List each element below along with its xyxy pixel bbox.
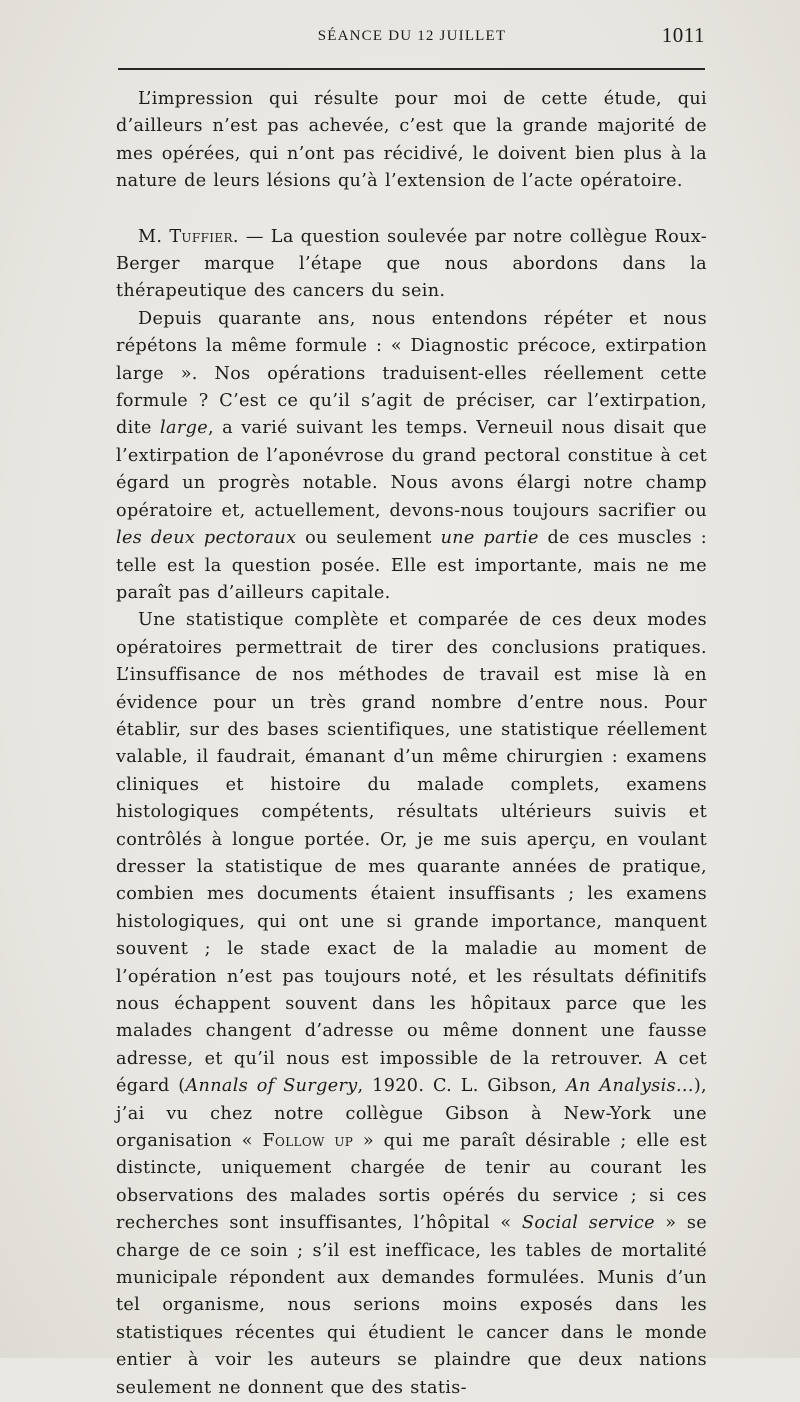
text-segment: ), j’ai vu chez notre collègue Gibson à New-York une organisation « [116,1076,707,1152]
page-number: 1011 [661,23,705,47]
paragraph-conclusion [116,86,707,196]
body-text [116,86,707,1402]
italic-term: une partie [440,528,539,549]
italic-term: les deux pectoraux [116,528,297,549]
article-title: An Analysis... [566,1076,694,1097]
paragraph-tuffier-intro [116,224,707,306]
header-rule [118,68,705,70]
text-segment: Depuis quarante ans, nous entendons répéter et nous répétons la même formule : « Diagnostic précoce, extirpation large ». Nos opérations traduisent-elles réellement cette formule ? C’est ce qu’il s’agit de préciser, car l’extirpation, dite [116,308,707,439]
paragraph-statistics [116,607,707,1402]
text-segment: » qui me paraît désirable ; elle est distincte, uniquement chargée de tenir au courant les observations des malades sortis opérés du service ; si ces recherches sont insuffisantes, l’hôpital « [116,1131,707,1234]
italic-term: large [160,418,208,439]
follow-up-term: Follow up [262,1131,354,1152]
text-segment: , 1920. C. L. Gibson, [357,1076,566,1097]
text-segment: , a varié suivant les temps. Verneuil nous disait que l’extirpation de l’aponévrose du grand pectoral constitue à cet égard un progrès notable. Nous avons élargi notre champ opératoire et, actuellement, devons-nous toujours sacrifier ou [116,418,707,521]
text-segment: Une statistique complète et comparée de ces deux modes opératoires permettrait de tirer des conclusions pratiques. L’insuffisance de nos méthodes de travail est mise là en évidence pour un très grand nombre d’entre nous. Pour établir, sur des bases scientifiques, une statistique réellement valable, il faudrait, émanant d’un même chirurgien : examens cliniques et histoire du malade complets, examens histologiques compétents, résultats ultérieurs suivis et contrôlés à longue portée. Or, je me suis aperçu, en voulant dresser la statistique de mes quarante années de pratique, combien mes documents étaient insuffisants ; les examens histologiques, qui ont une si grande importance, manquent souvent ; le stade exact de la maladie au moment de l’opération n’est pas toujours noté, et les résultats définitifs nous échappent souvent dans les hôpitaux parce que les malades changent d’adresse ou même donnent une fausse adresse, et qu’il nous est impossible de la retrouver. A cet égard ( [116,610,707,1097]
journal-title: Annals of Surgery [185,1076,358,1097]
social-service-term: Social service [521,1213,655,1234]
text-segment: ou seulement [296,528,441,549]
paragraph-formula [116,306,707,607]
speaker-prefix: M. [138,226,170,247]
speaker-name: Tuffier [169,226,233,247]
text-segment: » se charge de ce soin ; s’il est inefficace, les tables de mortalité municipale répondent aux demandes formulées. Munis d’un tel organisme, nous serions moins exposés dans les statistiques récentes qui étudient le cancer dans le monde entier à voir les auteurs se plaindre que deux nations seulement ne donnent que des statis- [116,1213,707,1398]
running-header [117,22,707,56]
running-title: SÉANCE DU 12 JUILLET [317,28,507,44]
paragraph-text: . — La question soulevée par notre collègue Roux-Berger marque l’étape que nous abordons dans la thérapeutique des cancers du sein. [116,226,708,302]
paragraph-text: L’impression qui résulte pour moi de cette étude, qui d’ailleurs n’est pas achevée, c’est que la grande majorité de mes opérées, qui n’ont pas récidivé, le doivent bien plus à la nature de leurs lésions qu’à l’extension de l’acte opératoire. [116,89,707,192]
text-segment: de ces muscles : telle est la question posée. Elle est importante, mais ne me paraît pas d’ailleurs capitale. [116,528,707,603]
